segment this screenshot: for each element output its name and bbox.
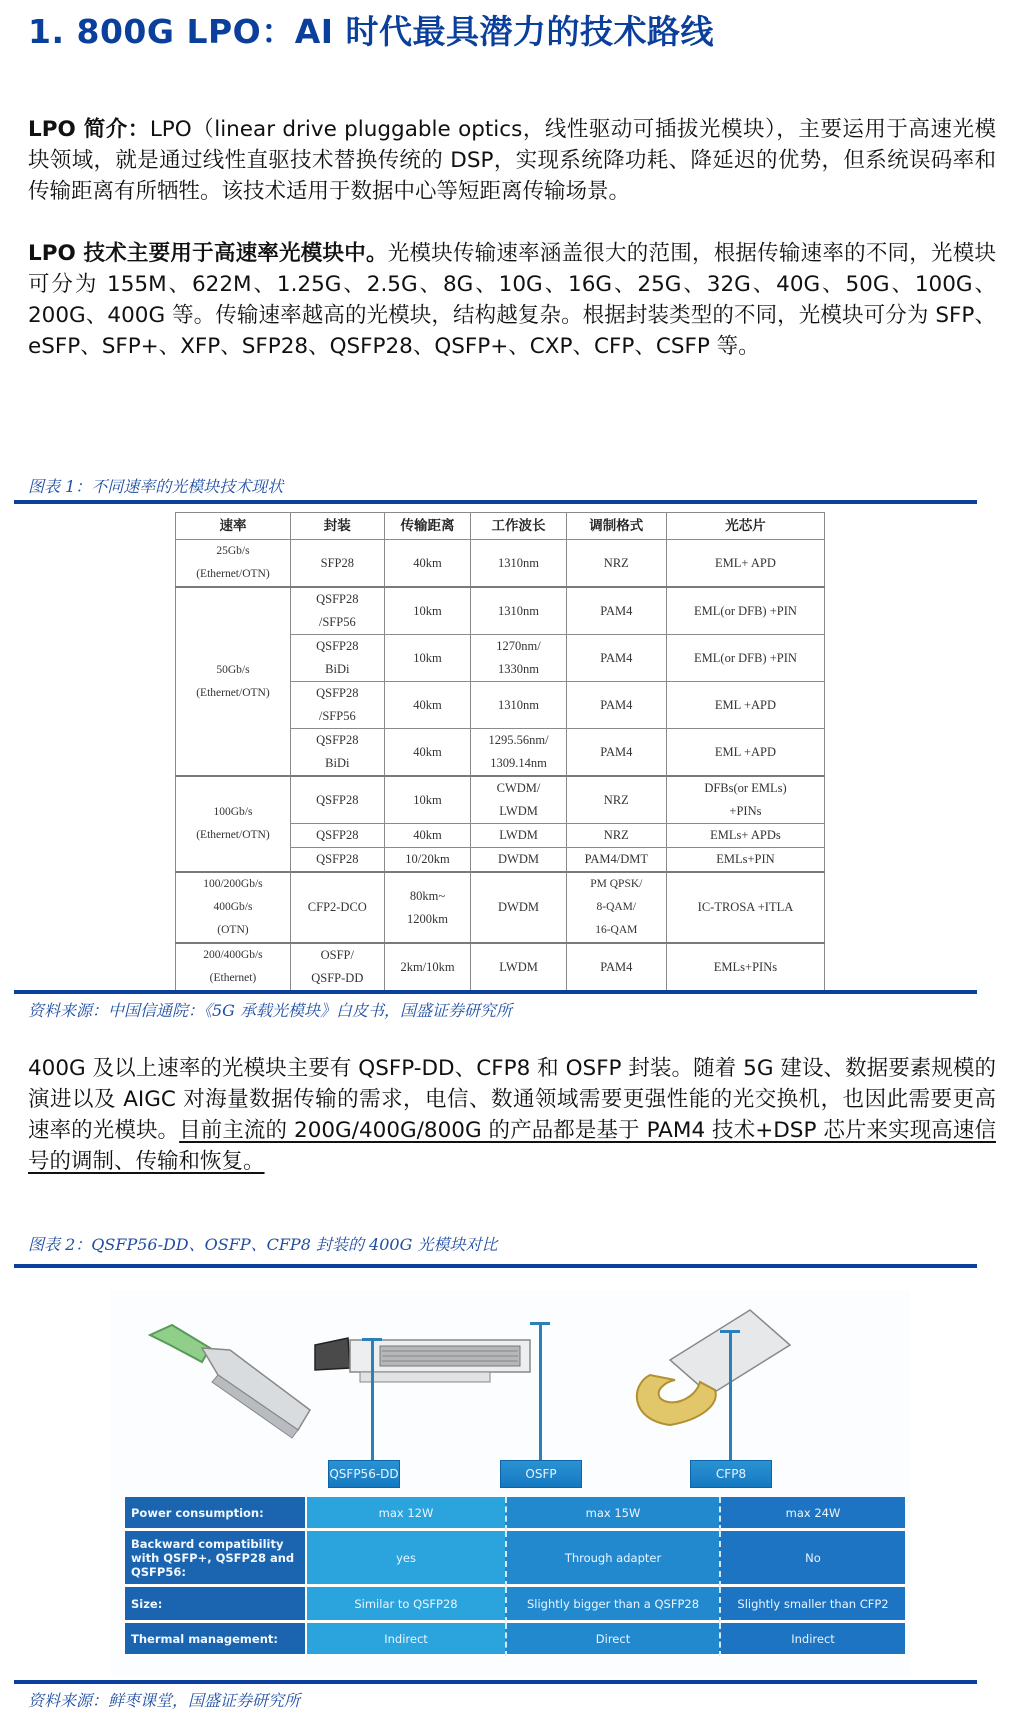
- cell-package: QSFP28 BiDi: [290, 635, 384, 682]
- cell-chip: EML +APD: [666, 682, 824, 729]
- row-label: Size:: [125, 1587, 307, 1623]
- connector-line: [539, 1322, 542, 1463]
- table-row: [125, 1587, 905, 1623]
- cell: max 24W: [719, 1497, 905, 1531]
- cell-modulation: PAM4: [566, 635, 666, 682]
- cell-modulation: PAM4: [566, 943, 666, 991]
- module-illustrations: [110, 1290, 910, 1465]
- cell-wavelength: LWDM: [471, 824, 566, 848]
- qsfp56dd-module-icon: [150, 1325, 310, 1438]
- table-row: [125, 1531, 905, 1587]
- divider: [14, 990, 977, 994]
- col-header-rate: 速率: [176, 513, 291, 540]
- cell-rate: 25Gb/s (Ethernet/OTN): [176, 540, 291, 588]
- cell-chip: IC-TROSA +ITLA: [666, 872, 824, 943]
- paragraph-lpo-intro: [28, 114, 996, 207]
- paragraph-lead: LPO 简介：: [28, 117, 150, 142]
- cell-rate: 100Gb/s (Ethernet/OTN): [176, 776, 291, 872]
- row-label: Backward compatibility with QSFP+, QSFP28 and QSFP56:: [125, 1531, 307, 1587]
- cell-wavelength: 1310nm: [471, 682, 566, 729]
- cell: Indirect: [307, 1623, 505, 1657]
- cell-wavelength: 1270nm/ 1330nm: [471, 635, 566, 682]
- table-header-row: [176, 513, 825, 540]
- cell-wavelength: 1310nm: [471, 540, 566, 588]
- cell-package: QSFP28 BiDi: [290, 729, 384, 777]
- cfp8-module-icon: [637, 1310, 790, 1425]
- table-row: [176, 872, 825, 943]
- cell-chip: EML+ APD: [666, 540, 824, 588]
- divider: [14, 1264, 977, 1268]
- cell: Indirect: [719, 1623, 905, 1657]
- cell-chip: EML +APD: [666, 729, 824, 777]
- cell-distance: 40km: [384, 729, 471, 777]
- cell: Slightly smaller than CFP2: [719, 1587, 905, 1623]
- connector-line: [729, 1330, 732, 1463]
- module-comparison-table: [125, 1497, 905, 1657]
- col-header-wavelength: 工作波长: [471, 513, 566, 540]
- optical-module-table: [175, 512, 825, 991]
- cell-chip: DFBs(or EMLs) +PINs: [666, 776, 824, 824]
- figure2-source: 资料来源：鲜枣课堂，国盛证券研究所: [28, 1691, 301, 1710]
- cell-distance: 10km: [384, 587, 471, 635]
- cell-distance: 10/20km: [384, 848, 471, 873]
- cell-modulation: PAM4: [566, 729, 666, 777]
- connector-line: [371, 1338, 374, 1463]
- cell-modulation: PAM4: [566, 587, 666, 635]
- cell-distance: 40km: [384, 824, 471, 848]
- cell-distance: 40km: [384, 682, 471, 729]
- underlined-statement: 目前主流的 200G/400G/800G 的产品都是基于 PAM4 技术+DSP 芯片来实现高速信号的调制、传输和恢复。: [28, 1118, 996, 1174]
- paragraph-lpo-usage: [28, 238, 996, 362]
- cell-chip: EMLs+PINs: [666, 943, 824, 991]
- cell-package: QSFP28 /SFP56: [290, 682, 384, 729]
- row-label: Thermal management:: [125, 1623, 307, 1657]
- cell-distance: 40km: [384, 540, 471, 588]
- col-header-chip: 光芯片: [666, 513, 824, 540]
- col-header-modulation: 调制格式: [566, 513, 666, 540]
- cell-wavelength: DWDM: [471, 872, 566, 943]
- cell-modulation: PM QPSK/ 8-QAM/ 16-QAM: [566, 872, 666, 943]
- cell-distance: 10km: [384, 635, 471, 682]
- cell-wavelength: 1310nm: [471, 587, 566, 635]
- section-title: 1. 800G LPO：AI 时代最具潜力的技术路线: [28, 12, 715, 51]
- table-row: [125, 1623, 905, 1657]
- cell-distance: 2km/10km: [384, 943, 471, 991]
- cell-modulation: NRZ: [566, 824, 666, 848]
- figure2-caption: 图表 2：QSFP56-DD、OSFP、CFP8 封装的 400G 光模块对比: [28, 1235, 498, 1254]
- module-label-osfp: OSFP: [500, 1460, 582, 1488]
- cell: Similar to QSFP28: [307, 1587, 505, 1623]
- cell-chip: EMLs+ APDs: [666, 824, 824, 848]
- module-label-qsfp56dd: QSFP56-DD: [328, 1460, 400, 1488]
- cell-package: QSFP28: [290, 824, 384, 848]
- cell-distance: 80km~ 1200km: [384, 872, 471, 943]
- col-header-distance: 传输距离: [384, 513, 471, 540]
- cell-package: QSFP28: [290, 776, 384, 824]
- module-label-cfp8: CFP8: [690, 1460, 772, 1488]
- cell-package: OSFP/ QSFP-DD: [290, 943, 384, 991]
- table-row: [176, 587, 825, 635]
- paragraph-body: 400G 及以上速率的光模块主要有 QSFP-DD、CFP8 和 OSFP 封装。随着 5G 建设、数据要素规模的演进以及 AIGC 对海量数据传输的需求，电信、数通领域需要更强性能的光交换机，也因此需要更高速率的光模块。: [28, 1056, 996, 1143]
- cell-package: QSFP28 /SFP56: [290, 587, 384, 635]
- figure1-caption: 图表 1：不同速率的光模块技术现状: [28, 477, 284, 496]
- cell-modulation: PAM4/DMT: [566, 848, 666, 873]
- cell-distance: 10km: [384, 776, 471, 824]
- cell: No: [719, 1531, 905, 1587]
- row-label: Power consumption:: [125, 1497, 307, 1531]
- cell: Slightly bigger than a QSFP28: [505, 1587, 719, 1623]
- cell: max 12W: [307, 1497, 505, 1531]
- table-row: [176, 776, 825, 824]
- cell-modulation: PAM4: [566, 682, 666, 729]
- cell: Direct: [505, 1623, 719, 1657]
- cell-modulation: NRZ: [566, 540, 666, 588]
- paragraph-400g-packages: [28, 1053, 996, 1177]
- cell-chip: EML(or DFB) +PIN: [666, 635, 824, 682]
- cell-chip: EML(or DFB) +PIN: [666, 587, 824, 635]
- paragraph-body: 光模块传输速率涵盖很大的范围，根据传输速率的不同，光模块可分为 155M、622M、1.25G、2.5G、8G、10G、16G、25G、32G、40G、50G、100G、200G、400G 等。传输速率越高的光模块，结构越复杂。根据封装类型的不同，光模块可分为 SFP、eSFP、SFP+、XFP、SFP28、QSFP28、QSFP+、CXP、CFP、CSFP 等。: [28, 241, 996, 359]
- col-header-package: 封装: [290, 513, 384, 540]
- cell-rate: 100/200Gb/s 400Gb/s (OTN): [176, 872, 291, 943]
- cell-wavelength: LWDM: [471, 943, 566, 991]
- table-body: [176, 540, 825, 991]
- cell-chip: EMLs+PIN: [666, 848, 824, 873]
- module-comparison-figure: [110, 1290, 910, 1675]
- cell-wavelength: CWDM/ LWDM: [471, 776, 566, 824]
- osfp-module-icon: [315, 1338, 530, 1382]
- cell-wavelength: DWDM: [471, 848, 566, 873]
- cell-package: CFP2-DCO: [290, 872, 384, 943]
- table-row: [176, 943, 825, 991]
- cell: Through adapter: [505, 1531, 719, 1587]
- cell-package: QSFP28: [290, 848, 384, 873]
- paragraph-body: LPO（linear drive pluggable optics，线性驱动可插拔光模块），主要运用于高速光模块领域，就是通过线性直驱技术替换传统的 DSP，实现系统降功耗、降延迟的优势，但系统误码率和传输距离有所牺牲。该技术适用于数据中心等短距离传输场景。: [28, 117, 996, 204]
- cell-modulation: NRZ: [566, 776, 666, 824]
- table-row: [176, 540, 825, 588]
- cell-wavelength: 1295.56nm/ 1309.14nm: [471, 729, 566, 777]
- cell: yes: [307, 1531, 505, 1587]
- divider: [14, 500, 977, 504]
- cell-package: SFP28: [290, 540, 384, 588]
- cell-rate: 200/400Gb/s (Ethernet): [176, 943, 291, 991]
- figure1-source: 资料来源：中国信通院：《5G 承载光模块》白皮书，国盛证券研究所: [28, 1001, 513, 1020]
- table-row: [125, 1497, 905, 1531]
- divider: [14, 1680, 977, 1684]
- paragraph-lead: LPO 技术主要用于高速率光模块中。: [28, 241, 388, 266]
- cell-rate: 50Gb/s (Ethernet/OTN): [176, 587, 291, 776]
- cell: max 15W: [505, 1497, 719, 1531]
